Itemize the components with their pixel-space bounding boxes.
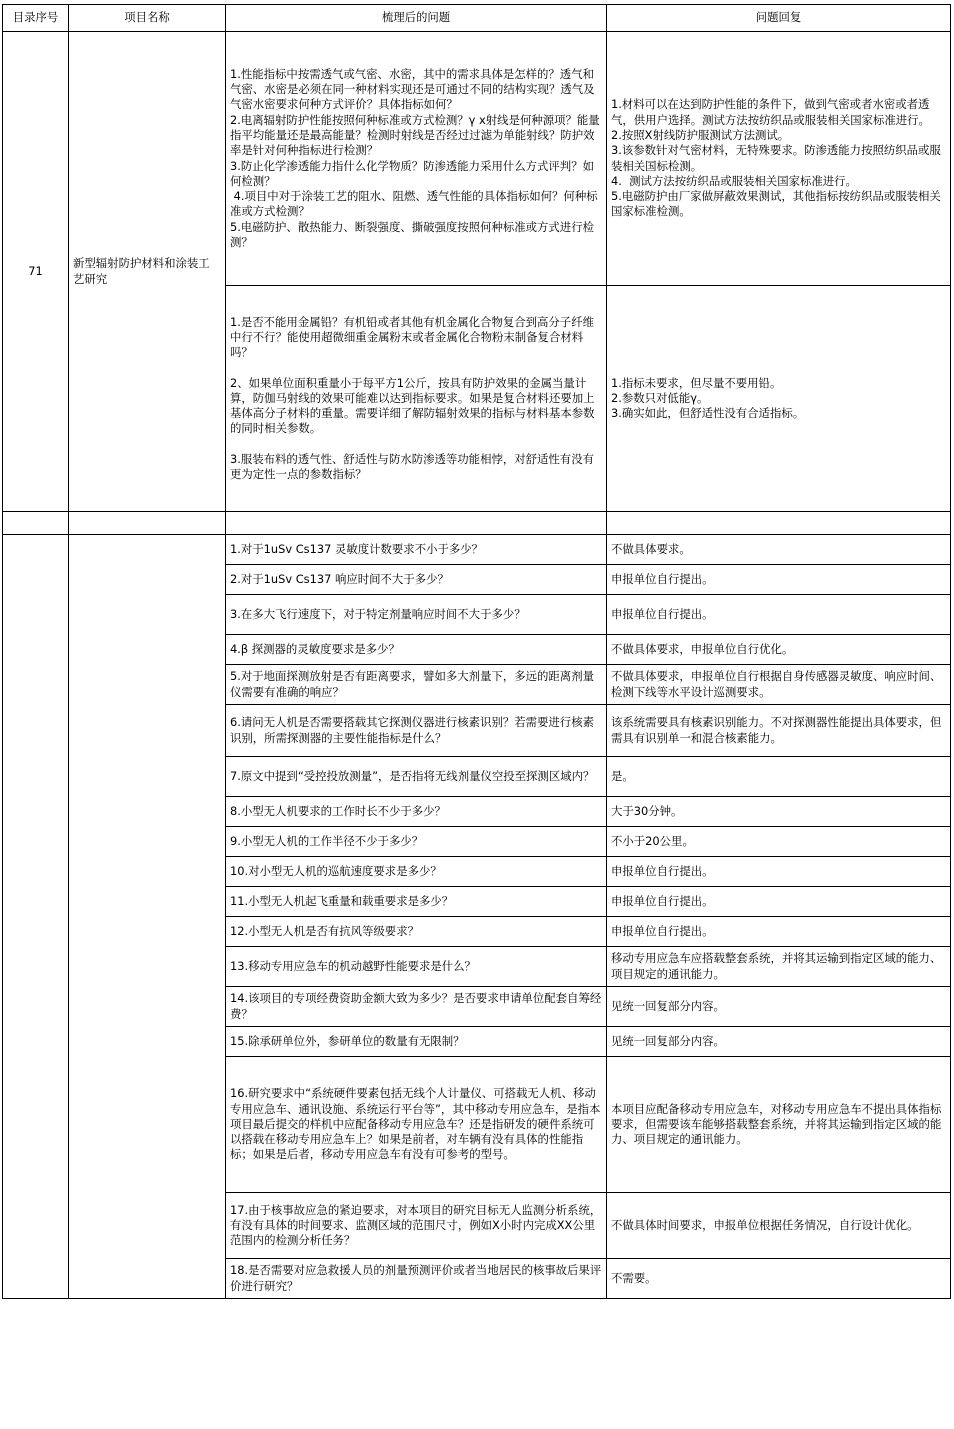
table-row (3, 32, 951, 286)
question-cell: 15.除承研单位外，参研单位的数量有无限制？ (226, 1027, 607, 1057)
question-cell: 3.在多大飞行速度下，对于特定剂量响应时间不大于多少？ (226, 595, 607, 635)
answer-cell: 移动专用应急车应搭载整套系统，并将其运输到指定区域的能力、项目规定的通讯能力。 (607, 947, 951, 987)
answer-cell: 申报单位自行提出。 (607, 917, 951, 947)
seq-cell: 71 (3, 32, 69, 512)
question-cell: 7.原文中提到“受控投放测量”，是否指将无线剂量仪空投至探测区域内？ (226, 757, 607, 797)
answer-cell: 见统一回复部分内容。 (607, 1027, 951, 1057)
question-cell: 16.研究要求中“系统硬件要素包括无线个人计量仪、可搭载无人机、移动专用应急车、通讯设施、系统运行平台等”，其中移动专用应急车，是指本项目最后提交的样机中应配备移动专用应急车？还是指研发的硬件系统可以搭载在移动专用应急车上？如果是前者，对车辆有没有具体的性能指标；如果是后者，移动专用应急车有没有可参考的型号。 (226, 1057, 607, 1193)
header-row (3, 5, 951, 32)
answer-cell (607, 286, 951, 512)
answer-cell: 申报单位自行提出。 (607, 857, 951, 887)
table-row (3, 535, 951, 565)
project-name-cell: 新型辐射防护材料和涂装工艺研究 (69, 32, 226, 512)
answer-cell: 大于30分钟。 (607, 797, 951, 827)
question-cell: 9.小型无人机的工作半径不少于多少？ (226, 827, 607, 857)
seq-cell (3, 535, 69, 1299)
answer-cell: 本项目应配备移动专用应急车，对移动专用应急车不提出具体指标要求，但需要该车能够搭载整套系统，并将其运输到指定区域的能力、项目规定的通讯能力。 (607, 1057, 951, 1193)
answer-cell: 不做具体要求，申报单位自行优化。 (607, 635, 951, 665)
answer-cell: 申报单位自行提出。 (607, 887, 951, 917)
question-text: 3.服装布料的透气性、舒适性与防水防渗透等功能相悖，对舒适性有没有更为定性一点的参数指标？ (230, 451, 594, 482)
question-cell: 13.移动专用应急车的机动越野性能要求是什么？ (226, 947, 607, 987)
question-cell: 18.是否需要对应急救援人员的剂量预测评价或者当地居民的核事故后果评价进行研究？ (226, 1259, 607, 1299)
answer-cell (607, 32, 951, 286)
question-cell: 4.β 探测器的灵敏度要求是多少？ (226, 635, 607, 665)
answer-text: 1.指标未要求，但尽量不要用铅。 2.参数只对低能γ。 3.确实如此，但舒适性没有合适指标。 (611, 375, 805, 421)
question-cell: 1.对于1uSv Cs137 灵敏度计数要求不小于多少？ (226, 535, 607, 565)
question-cell: 14.该项目的专项经费资助金额大致为多少？是否要求申请单位配套自筹经费？ (226, 987, 607, 1027)
question-cell (226, 32, 607, 286)
qa-table (2, 4, 951, 1299)
question-text: 1.是否不能用金属铅？有机铅或者其他有机金属化合物复合到高分子纤维中行不行？能使用超微细重金属粉末或者金属化合物粉末制备复合材料吗？ (230, 314, 594, 360)
answer-cell: 见统一回复部分内容。 (607, 987, 951, 1027)
question-cell (226, 286, 607, 512)
question-cell: 5.对于地面探测放射是否有距离要求，譬如多大剂量下，多远的距离剂量仪需要有准确的响应？ (226, 665, 607, 705)
header-seq: 目录序号 (3, 5, 69, 32)
header-question: 梳理后的问题 (226, 5, 607, 32)
question-cell: 6.请问无人机是否需要搭载其它探测仪器进行核素识别？若需要进行核素识别，所需探测器的主要性能指标是什么？ (226, 705, 607, 757)
question-text: 2、如果单位面积重量小于每平方1公斤，按具有防护效果的金属当量计算，防伽马射线的效果可能难以达到指标要求。如果是复合材料还要加上基体高分子材料的重量。需要详细了解防辐射效果的指标与材料基本参数的同时相关参数。 (230, 375, 595, 436)
project-name-cell (69, 535, 226, 1299)
question-cell: 12.小型无人机是否有抗风等级要求？ (226, 917, 607, 947)
spacer-row (3, 512, 951, 535)
question-cell: 17.由于核事故应急的紧迫要求，对本项目的研究目标无人监测分析系统，有没有具体的时间要求、监测区域的范围尺寸，例如X小时内完成XX公里范围内的检测分析任务？ (226, 1193, 607, 1259)
answer-cell: 不小于20公里。 (607, 827, 951, 857)
question-text: 1.性能指标中按需透气或气密、水密，其中的需求具体是怎样的？透气和气密、水密是必须在同一种材料实现还是可通过不同的结构实现？透气及气密水密要求何种方式评价？具体指标如何？ 2.电离辐射防护性能按照何种标准或方式检测？γ x射线是何种源项？能量指平均能量还是最高能量？检测时射线是否经过过滤为单能射线？防护效率是针对何种指标进行检测？ 3.防止化学渗透能力指什么化学物质？防渗透能力采用什么方式评判？如何检测？ 4.项目中对于涂装工艺的阻水、阻燃、透气性能的具体指标如何？何种标准或方式检测？ 5.电磁防护、散热能力、断裂强度、撕破强度按照何种标准或方式进行检测？ (230, 66, 600, 249)
project-72-rows (3, 535, 951, 1299)
question-cell: 10.对小型无人机的巡航速度要求是多少？ (226, 857, 607, 887)
answer-cell: 不做具体时间要求，申报单位根据任务情况，自行设计优化。 (607, 1193, 951, 1259)
answer-cell: 不做具体要求。 (607, 535, 951, 565)
answer-cell: 是。 (607, 757, 951, 797)
header-project: 项目名称 (69, 5, 226, 32)
question-cell: 11.小型无人机起飞重量和载重要求是多少？ (226, 887, 607, 917)
answer-cell: 不做具体要求，申报单位自行根据自身传感器灵敏度、响应时间、检测下线等水平设计巡测要求。 (607, 665, 951, 705)
question-cell: 8.小型无人机要求的工作时长不少于多少？ (226, 797, 607, 827)
header-answer: 问题回复 (607, 5, 951, 32)
answer-cell: 申报单位自行提出。 (607, 595, 951, 635)
answer-cell: 不需要。 (607, 1259, 951, 1299)
answer-text: 1.材料可以在达到防护性能的条件下，做到气密或者水密或者透气，供用户选择。测试方法按纺织品或服装相关国家标准进行。 2.按照X射线防护服测试方法测试。 3.该参数针对气密材料，无特殊要求。防渗透能力按照纺织品或服装相关国标检测。 4. 测试方法按纺织品或服装相关国家标准进行。 5.电磁防护由厂家做屏蔽效果测试，其他指标按纺织品或服装相关国家标准检测。 (611, 97, 941, 219)
answer-cell: 申报单位自行提出。 (607, 565, 951, 595)
answer-cell: 该系统需要具有核素识别能力。不对探测器性能提出具体要求，但需具有识别单一和混合核素能力。 (607, 705, 951, 757)
question-cell: 2.对于1uSv Cs137 响应时间不大于多少？ (226, 565, 607, 595)
